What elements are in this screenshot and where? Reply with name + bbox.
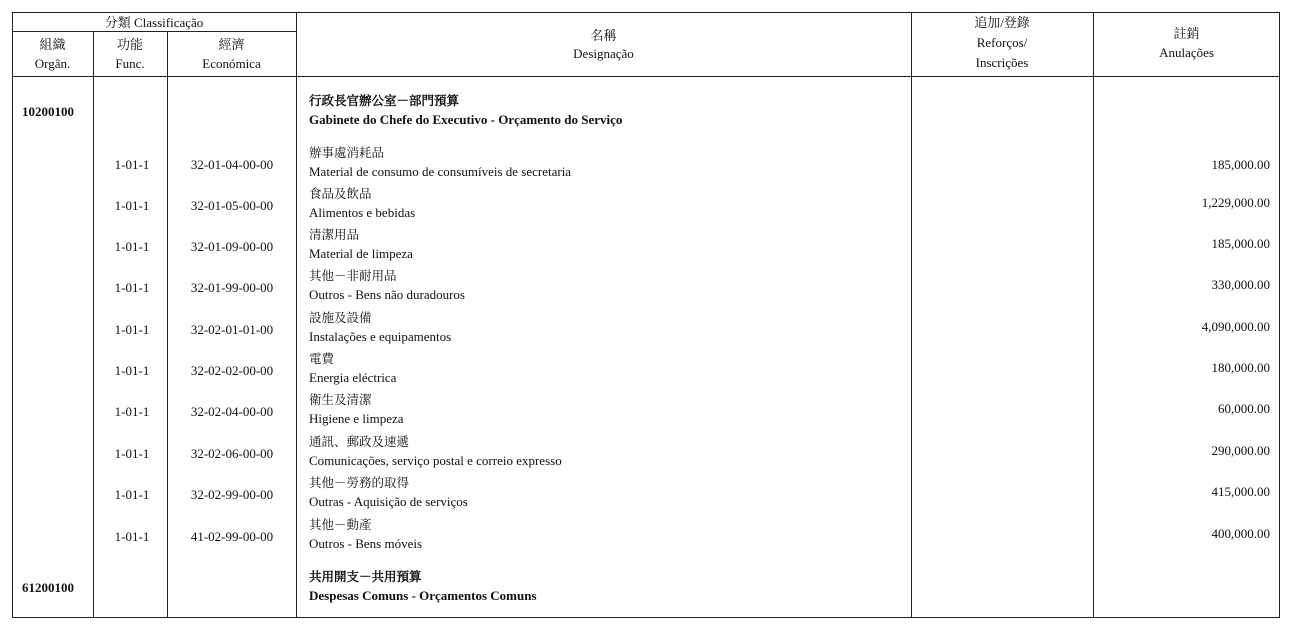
func-code: 1-01-1 <box>114 487 150 502</box>
cancel-amount: 1,229,000.00 <box>1201 195 1270 210</box>
designation-zh: 電費 <box>309 351 335 366</box>
section-title-pt: Despesas Comuns - Orçamentos Comuns <box>309 588 537 603</box>
cancel-amount: 415,000.00 <box>1211 484 1270 499</box>
designation <box>309 308 909 346</box>
col-divider-reinforcement <box>1093 12 1094 618</box>
col-divider-designation <box>911 12 912 618</box>
designation-pt: Outros - Bens não duradouros <box>309 287 465 302</box>
section-organ-code: 61200100 <box>22 580 74 595</box>
designation-zh: 清潔用品 <box>309 227 360 242</box>
header-func-zh: 功能 <box>116 37 143 52</box>
cancel-amount: 185,000.00 <box>1211 157 1270 172</box>
designation-zh: 其他－動產 <box>309 517 372 532</box>
cancel-amount: 4,090,000.00 <box>1201 319 1270 334</box>
designation-pt: Material de limpeza <box>309 246 413 261</box>
section-title <box>309 91 909 129</box>
header-reinforcement-pt1: Reforços/ <box>976 35 1028 50</box>
cancel-amount: 60,000.00 <box>1218 401 1270 416</box>
header-divider-classification <box>12 31 296 32</box>
designation-pt: Energia eléctrica <box>309 370 397 385</box>
eco-code: 32-01-04-00-00 <box>190 157 274 172</box>
func-code: 1-01-1 <box>114 363 150 378</box>
section-title-zh: 行政長官辦公室－部門預算 <box>309 93 460 108</box>
col-divider-eco <box>296 12 297 618</box>
designation <box>309 473 909 511</box>
designation-zh: 其他－非耐用品 <box>309 268 397 283</box>
designation-zh: 辦事處消耗品 <box>309 145 385 160</box>
eco-code: 32-01-05-00-00 <box>190 198 274 213</box>
func-code: 1-01-1 <box>114 239 150 254</box>
eco-code: 32-02-06-00-00 <box>190 446 274 461</box>
eco-code: 32-02-02-00-00 <box>190 363 274 378</box>
designation-zh: 衛生及清潔 <box>309 392 372 407</box>
header-cancel-zh: 註銷 <box>1173 26 1200 41</box>
cancel-amount: 400,000.00 <box>1211 526 1270 541</box>
header-eco-zh: 經濟 <box>218 37 245 52</box>
section-title-zh: 共用開支－共用預算 <box>309 569 422 584</box>
func-code: 1-01-1 <box>114 529 150 544</box>
func-code: 1-01-1 <box>114 198 150 213</box>
header-reinforcement-pt2: Inscrições <box>975 55 1029 70</box>
designation <box>309 432 909 470</box>
section-title <box>309 567 909 605</box>
cancel-amount: 185,000.00 <box>1211 236 1270 251</box>
designation <box>309 184 909 222</box>
cancel-amount: 290,000.00 <box>1211 443 1270 458</box>
header-designation-zh: 名稱 <box>590 28 617 43</box>
designation-pt: Instalações e equipamentos <box>309 329 452 344</box>
eco-code: 32-01-09-00-00 <box>190 239 274 254</box>
eco-code: 32-01-99-00-00 <box>190 280 274 295</box>
header-eco-pt: Económica <box>202 56 261 71</box>
designation-pt: Outras - Aquisição de serviços <box>309 494 468 509</box>
func-code: 1-01-1 <box>114 280 150 295</box>
func-code: 1-01-1 <box>114 322 150 337</box>
designation <box>309 390 909 428</box>
designation <box>309 225 909 263</box>
header-organ-pt: Orgân. <box>34 56 71 71</box>
designation-pt: Comunicações, serviço postal e correio expresso <box>309 453 562 468</box>
header-organ-zh: 組織 <box>39 37 66 52</box>
designation-zh: 其他－勞務的取得 <box>309 475 410 490</box>
designation-pt: Alimentos e bebidas <box>309 205 416 220</box>
func-code: 1-01-1 <box>114 446 150 461</box>
designation <box>309 515 909 553</box>
section-organ-code: 10200100 <box>22 104 74 119</box>
func-code: 1-01-1 <box>114 404 150 419</box>
eco-code: 32-02-01-01-00 <box>190 322 274 337</box>
col-divider-func <box>167 31 168 618</box>
designation-pt: Higiene e limpeza <box>309 411 404 426</box>
cancel-amount: 330,000.00 <box>1211 277 1270 292</box>
header-classification: 分類 Classificação <box>104 15 204 30</box>
eco-code: 41-02-99-00-00 <box>190 529 274 544</box>
header-cancel-pt: Anulações <box>1159 45 1214 60</box>
header-func-pt: Func. <box>115 56 145 71</box>
header-designation-pt: Designação <box>573 46 634 61</box>
designation-zh: 通訊、郵政及速遞 <box>309 434 410 449</box>
designation-zh: 食品及飲品 <box>309 186 372 201</box>
col-divider-organ <box>93 31 94 618</box>
header-reinforcement-zh: 追加/登錄 <box>974 15 1030 30</box>
designation-zh: 設施及設備 <box>309 310 372 325</box>
header-bottom-line <box>12 76 1280 77</box>
designation <box>309 266 909 304</box>
designation <box>309 349 909 387</box>
designation <box>309 143 909 181</box>
cancel-amount: 180,000.00 <box>1211 360 1270 375</box>
func-code: 1-01-1 <box>114 157 150 172</box>
section-title-pt: Gabinete do Chefe do Executivo - Orçamento do Serviço <box>309 112 623 127</box>
eco-code: 32-02-04-00-00 <box>190 404 274 419</box>
eco-code: 32-02-99-00-00 <box>190 487 274 502</box>
designation-pt: Material de consumo de consumíveis de secretaria <box>309 164 572 179</box>
designation-pt: Outros - Bens móveis <box>309 536 423 551</box>
